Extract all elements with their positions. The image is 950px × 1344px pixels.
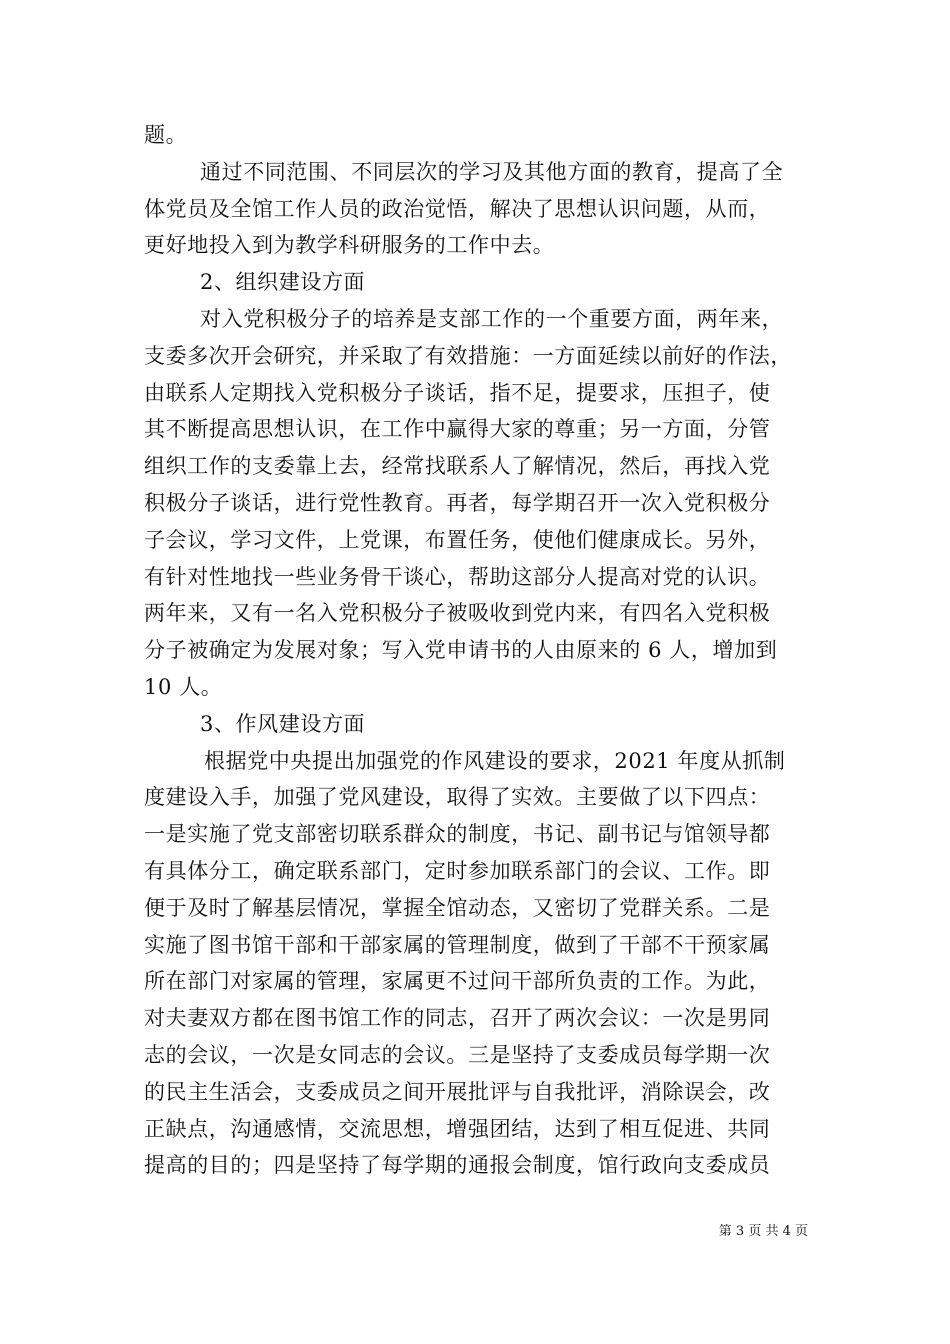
text-line: 10 人。	[144, 674, 223, 699]
paragraph-start: 根据党中央提出加强党的作风建设的要求，2021 年度从抓制	[204, 748, 786, 773]
text-line: 更好地投入到为教学科研服务的工作中去。	[144, 233, 555, 258]
text-line: 有针对性地找一些业务骨干谈心，帮助这部分人提高对党的认识。	[144, 564, 771, 589]
text-line: 一是实施了党支部密切联系群众的制度，书记、副书记与馆领导都	[144, 822, 771, 847]
text-line: 所在部门对家属的管理，家属更不过问干部所负责的工作。为此，	[144, 969, 771, 994]
text-line: 体党员及全馆工作人员的政治觉悟，解决了思想认识问题，从而，	[144, 196, 771, 221]
section-heading-work-style: 3、作风建设方面	[200, 711, 366, 736]
text-line: 对夫妻双方都在图书馆工作的同志，召开了两次会议：一次是男同	[144, 1006, 771, 1031]
text-line: 正缺点，沟通感情，交流思想，增强团结，达到了相互促进、共同	[144, 1116, 771, 1141]
text-line: 分子被确定为发展对象；写入党申请书的人由原来的 6 人，增加到	[144, 638, 778, 663]
section-heading-organization: 2、组织建设方面	[200, 270, 366, 295]
text-line: 组织工作的支委靠上去，经常找联系人了解情况，然后，再找入党	[144, 454, 771, 479]
text-line: 实施了图书馆干部和干部家属的管理制度，做到了干部不干预家属	[144, 932, 771, 957]
text-line: 的民主生活会，支委成员之间开展批评与自我批评，消除误会，改	[144, 1079, 771, 1104]
text-line: 度建设入手，加强了党风建设，取得了实效。主要做了以下四点：	[144, 785, 771, 810]
text-line: 由联系人定期找入党积极分子谈话，指不足，提要求，压担子，使	[144, 380, 771, 405]
text-line: 有具体分工，确定联系部门，定时参加联系部门的会议、工作。即	[144, 858, 771, 883]
paragraph-start: 对入党积极分子的培养是支部工作的一个重要方面，两年来，	[200, 306, 784, 331]
text-line: 支委多次开会研究，并采取了有效措施：一方面延续以前好的作法，	[144, 343, 792, 368]
text-line: 其不断提高思想认识，在工作中赢得大家的尊重；另一方面，分管	[144, 417, 771, 442]
text-line: 提高的目的；四是坚持了每学期的通报会制度，馆行政向支委成员	[144, 1153, 771, 1178]
text-line: 题。	[144, 123, 188, 147]
page-footer	[0, 1222, 950, 1242]
text-line: 积极分子谈话，进行党性教育。再者，每学期召开一次入党积极分	[144, 490, 771, 515]
text-line: 志的会议，一次是女同志的会议。三是坚持了支委成员每学期一次	[144, 1042, 771, 1067]
text-line: 子会议，学习文件，上党课，布置任务，使他们健康成长。另外，	[144, 527, 771, 552]
text-line: 便于及时了解基层情况，掌握全馆动态，又密切了党群关系。二是	[144, 895, 771, 920]
paragraph-start: 通过不同范围、不同层次的学习及其他方面的教育，提高了全	[200, 159, 784, 184]
text-line: 两年来，又有一名入党积极分子被吸收到党内来，有四名入党积极	[144, 601, 771, 626]
page-number: 第 3 页 共 4 页	[718, 1224, 808, 1239]
document-body	[144, 117, 808, 1184]
